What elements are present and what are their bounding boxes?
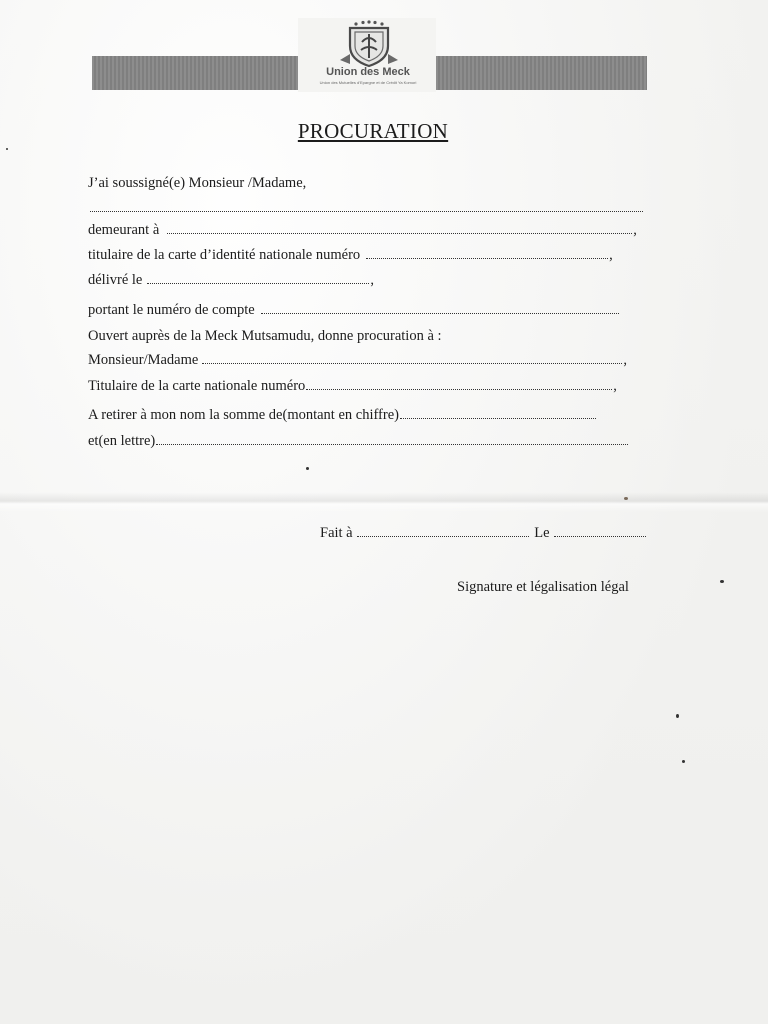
field-mandataire-label: Monsieur/Madame — [88, 352, 199, 368]
field-montant-lettre — [88, 431, 629, 451]
fait-a-dots[interactable] — [357, 534, 529, 537]
field-ouvert — [88, 326, 442, 346]
field-cni-mandataire-dots[interactable] — [306, 387, 612, 390]
field-delivre: délivré le , — [88, 272, 374, 288]
paper-fold — [0, 492, 768, 512]
field-delivre-label: délivré le — [88, 272, 143, 288]
field-cni-label: titulaire de la carte d’identité nationale numéro — [88, 247, 361, 263]
le-dots[interactable] — [554, 534, 646, 537]
org-subtitle: Union des Mutuelles d'Epargne et de Crédit Ya Komori — [319, 80, 417, 85]
paper-speck — [306, 467, 309, 470]
field-name-dots[interactable] — [90, 209, 643, 212]
field-soussigne — [88, 173, 306, 193]
field-demeurant: demeurant à , — [88, 222, 637, 238]
document-title: PROCURATION — [297, 119, 449, 143]
field-montant-chiffre-label: A retirer à mon nom la somme de(montant en chiffre) — [88, 407, 399, 423]
field-mandataire: Monsieur/Madame , — [88, 352, 627, 368]
paper-speck — [624, 497, 628, 500]
field-ouvert-label: Ouvert auprès de la Meck Mutsamudu, donne procuration à : — [88, 328, 442, 344]
paper-speck — [720, 580, 724, 583]
field-montant-lettre-label: et(en lettre) — [88, 433, 156, 449]
field-delivre-dots[interactable] — [147, 281, 369, 284]
fait-a-line — [320, 523, 646, 543]
field-cni: titulaire de la carte d’identité nationale numéro , — [88, 247, 613, 263]
field-compte-label: portant le numéro de compte — [88, 302, 255, 318]
org-name: Union des Meck — [326, 66, 410, 78]
paper-speck — [676, 714, 679, 718]
field-montant-chiffre — [88, 405, 597, 425]
union-des-meck-logo-icon — [332, 20, 406, 68]
field-compte-dots[interactable] — [261, 311, 619, 314]
field-cni-mandataire: Titulaire de la carte nationale numéro , — [88, 378, 617, 394]
paper-speck — [682, 760, 685, 763]
field-cni-dots[interactable] — [366, 256, 608, 259]
fait-a-label: Fait à — [320, 525, 353, 541]
le-label: Le — [534, 525, 550, 541]
field-demeurant-dots[interactable] — [167, 231, 632, 234]
field-compte — [88, 300, 620, 320]
field-soussigne-label: J’ai soussigné(e) Monsieur /Madame, — [88, 175, 307, 191]
field-mandataire-dots[interactable] — [202, 361, 622, 364]
field-montant-chiffre-dots[interactable] — [400, 416, 596, 419]
signature-label: Signature et légalisation légal — [457, 579, 629, 595]
field-demeurant-label: demeurant à — [88, 222, 160, 238]
field-name-line — [88, 198, 643, 218]
field-montant-lettre-dots[interactable] — [156, 442, 628, 445]
field-cni-mandataire-label: Titulaire de la carte nationale numéro — [88, 378, 306, 394]
paper-speck — [6, 148, 8, 150]
